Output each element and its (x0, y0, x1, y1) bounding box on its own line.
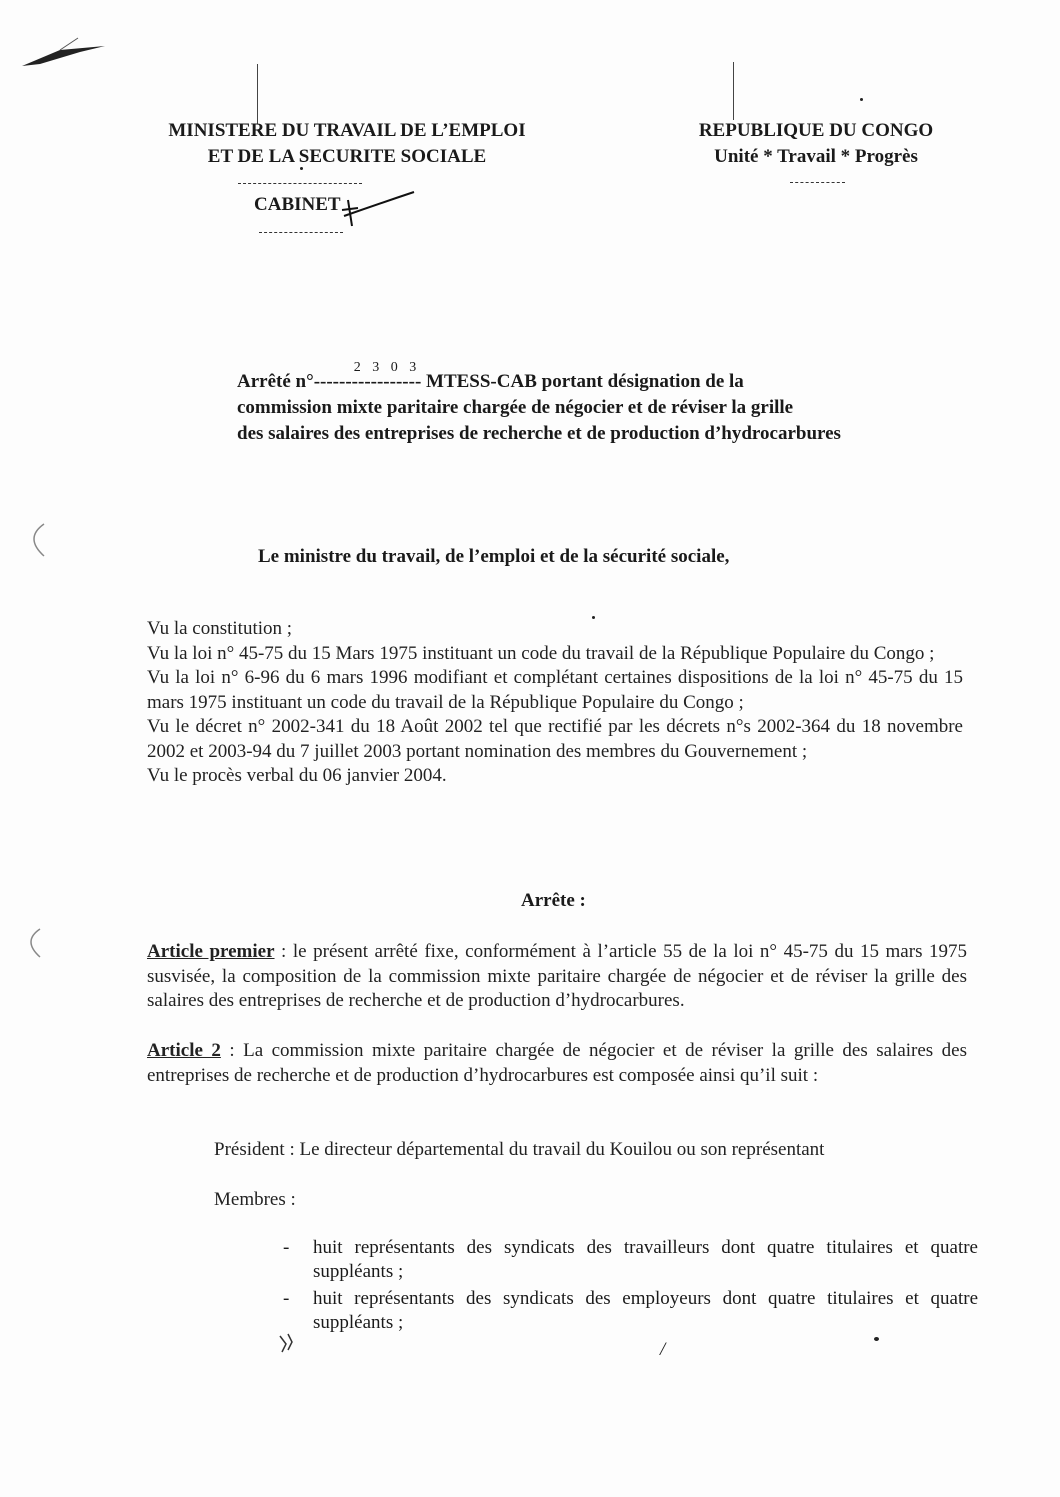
president-line: Président : Le directeur départemental du travail du Kouilou ou son représentant (214, 1139, 825, 1160)
ministry-header (132, 118, 562, 170)
member-text: huit représentants des syndicats des employeurs dont quatre titulaires et quatre suppléants ; (313, 1288, 978, 1333)
visa-item: Vu la constitution ; (147, 618, 293, 639)
separator (238, 183, 362, 184)
visa-item: Vu le décret n° 2002-341 du 18 Août 2002 tel que rectifié par les décrets n°s 2002-364 du 18 novembre 2002 et 2003-94 du 7 juillet 2003 portant nomination des membres du Gouvernement ; (147, 716, 963, 762)
scan-line (257, 64, 258, 124)
title-line-3: des salaires des entreprises de recherche et de production d’hydrocarbures (237, 423, 841, 444)
scan-mark-top-left (20, 36, 110, 76)
country-name: REPUBLIQUE DU CONGO (698, 120, 934, 141)
arrete-heading: Arrête : (521, 890, 586, 911)
article-1 (147, 940, 967, 1014)
title-line-1-rest: MTESS-CAB portant désignation de la (426, 371, 744, 392)
members-list (283, 1236, 978, 1338)
article-1-label: Article premier (147, 941, 275, 962)
article-2-text: : La commission mixte paritaire chargée de négocier et de réviser la grille des salaires des entreprises de recherche et de production d’hydrocarbures est composée ainsi qu’il suit : (147, 1040, 968, 1086)
scan-line (733, 62, 734, 120)
article-2 (147, 1039, 967, 1088)
country-header (680, 118, 952, 170)
list-item (283, 1287, 978, 1335)
members-label: Membres : (214, 1189, 296, 1210)
visa-item: Vu la loi n° 6-96 du 6 mars 1996 modifiant et complétant certaines dispositions de la loi n° 45-75 du 15 mars 1975 instituant un code du travail de la République Populaire du Congo ; (147, 667, 963, 713)
article-1-text: : le présent arrêté fixe, conformément à l’article 55 de la loi n° 45-75 du 15 mars 1975 susvisée, la composition de la commission mixte paritaire chargée de négocier et de réviser la grille des salaires des entreprises de recherche et de production d’hydrocarbures. (147, 941, 968, 1011)
ministry-line-1: MINISTERE DU TRAVAIL DE L’EMPLOI (168, 120, 526, 141)
title-line-1 (237, 360, 937, 395)
visa-item: Vu le procès verbal du 06 janvier 2004. (147, 765, 447, 786)
page-marker: / (660, 1339, 666, 1360)
scan-mark-bottom (276, 1330, 298, 1356)
separator (259, 232, 343, 233)
ministry-line-2: ET DE LA SECURITE SOCIALE (207, 146, 487, 167)
country-motto: Unité * Travail * Progrès (714, 146, 918, 167)
bullet: - (283, 1237, 290, 1258)
title-line-2: commission mixte paritaire chargée de négocier et de réviser la grille (237, 397, 794, 418)
scan-speck (860, 98, 863, 101)
member-text: huit représentants des syndicats des travailleurs dont quatre titulaires et quatre suppléants ; (313, 1237, 978, 1282)
list-item (283, 1236, 978, 1284)
scan-mark-left (18, 925, 48, 961)
bullet: - (283, 1288, 290, 1309)
article-2-label: Article 2 (147, 1040, 221, 1061)
decree-number: 2 3 0 3 (353, 360, 421, 375)
minister-heading: Le ministre du travail, de l’emploi et de la sécurité sociale, (258, 546, 730, 567)
separator (790, 182, 845, 183)
visas-block (147, 617, 963, 789)
visa-item: Vu la loi n° 45-75 du 15 Mars 1975 instituant un code du travail de la République Populaire du Congo ; (147, 642, 935, 664)
decree-title (237, 360, 937, 447)
scan-mark-left (20, 520, 50, 560)
cabinet-label: CABINET (254, 194, 341, 215)
handwritten-mark (338, 186, 418, 230)
decree-number-field: ----------------- 2 3 0 3 (314, 369, 422, 395)
title-prefix: Arrêté n° (237, 371, 314, 392)
